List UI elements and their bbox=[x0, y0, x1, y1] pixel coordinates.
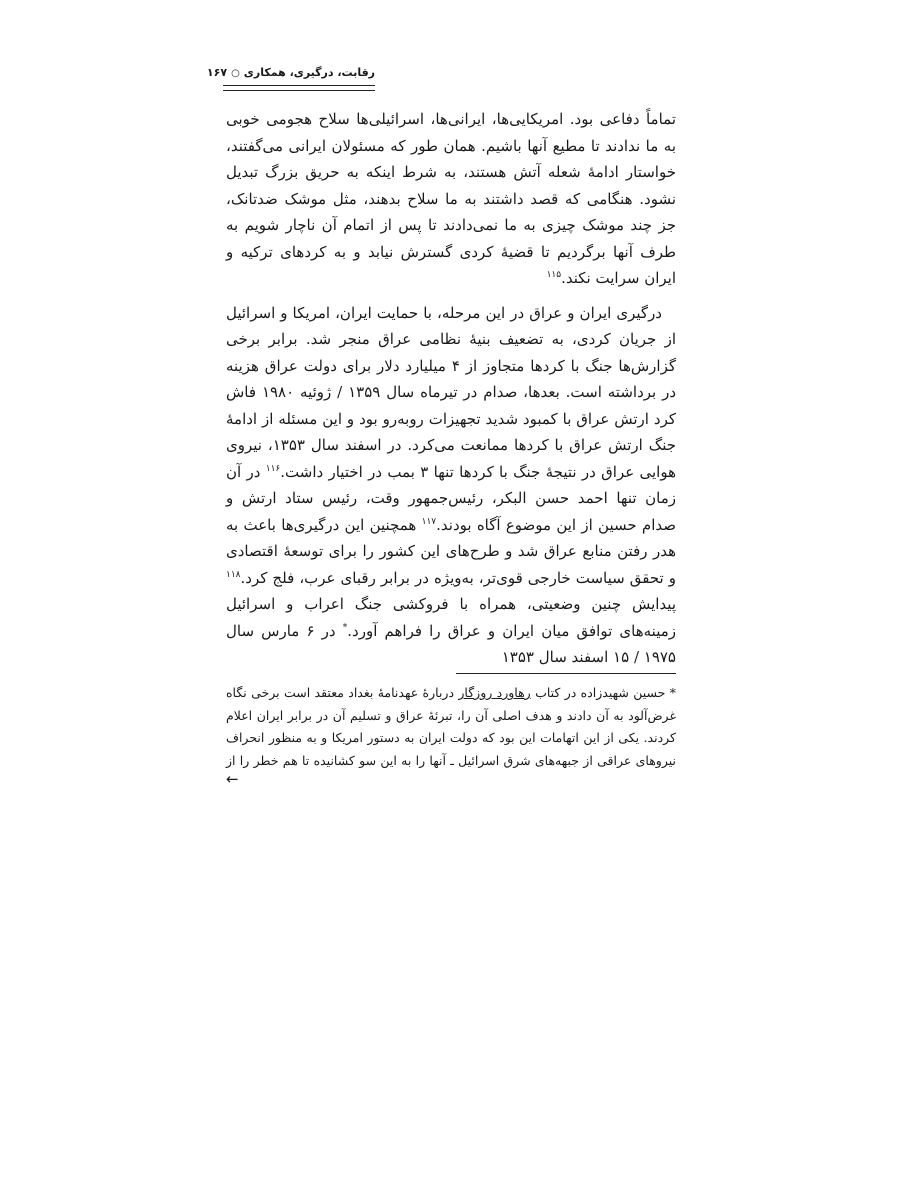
footnote-line bbox=[226, 750, 676, 773]
paragraph-text: در ۶ مارس سال ۱۹۷۵ / ۱۵ اسفند سال ۱۳۵۳ bbox=[226, 621, 676, 666]
header-double-rule bbox=[223, 85, 375, 91]
paragraph-text: همچنین این درگیری‌ها باعث به هدر رفتن منابع عراق شد و طرح‌های این کشور را برای توسعهٔ اقتصادی و تحقق سیاست خارجی قوی‌تر، به‌ویژه در برابر رقبای عرب، فلج کرد. bbox=[226, 515, 676, 587]
footnote-text: دربارهٔ عهدنامهٔ بغداد معتقد است برخی نگاه bbox=[226, 685, 459, 700]
footnote-text: * حسین شهیدزاده در کتاب bbox=[530, 685, 676, 700]
footnote-book-title: رهاورد روزگار bbox=[458, 685, 531, 700]
paragraph-text: تماماً دفاعی بود. امریکایی‌ها، ایرانی‌ها، اسرائیلی‌ها سلاح هجومی خوبی به ما ندادند تا مطیع آنها باشیم. همان طور که مسئولان ایرانی می‌گفتند، خواستار ادامهٔ شعله آتش هستند، به شرط اینکه به حریق بزرگ تبدیل نشود. هنگامی که قصد داشتند به ما سلاح بدهند، مثل موشک ضدتانک، جز چند موشک چیزی به ما نمی‌دادند تا پس از اتمام آن ناچار شویم به طرف آنها برگردیم تا قضیهٔ کردی گسترش نیابد و به کردهای ترکیه و ایران سرایت نکند. bbox=[226, 110, 676, 287]
paragraph-text: پیدایش چنین وضعیتی، همراه با فروکشی جنگ اعراب و اسرائیل زمینه‌های توافق میان ایران و عراق را فراهم آورد. bbox=[226, 595, 677, 640]
paragraph-text: درگیری ایران و عراق در این مرحله، با حمایت ایران، امریکا و اسرائیل از جریان کردی، به تضعیف بنیهٔ نظامی عراق منجر شد. برابر برخی گزارش‌ها جنگ با کردها متجاوز از ۴ میلیارد دلار برای دولت عراق هزینه در برداشته است. بعدها، صدام در تیرماه سال ۱۳۵۹ / ژوئیه ۱۹۸۰ فاش کرد ارتش عراق با کمبود شدید تجهیزات روبه‌رو بود و این مسئله از ادامهٔ جنگ ارتش عراق با کردها ممانعت می‌کرد. در اسفند سال ۱۳۵۳، نیروی هوایی عراق در نتیجهٔ جنگ با کردها تنها ۳ بمب در اختیار داشت. bbox=[226, 303, 677, 481]
paragraph-text: در آن زمان تنها احمد حسن البکر، رئیس‌جمهور وقت، رئیس ستاد ارتش و صدام حسین از این موضوع آگاه بودند. bbox=[226, 462, 676, 534]
footnote-line bbox=[226, 705, 676, 728]
paragraph bbox=[226, 300, 676, 671]
running-head bbox=[206, 64, 375, 83]
continuation-arrow-icon: ← bbox=[226, 770, 239, 788]
note-reference: ۱۱۸ bbox=[226, 569, 241, 580]
note-reference: ۱۱۷ bbox=[421, 516, 437, 527]
footnote-separator-rule bbox=[456, 673, 676, 674]
footnote-line bbox=[226, 682, 676, 705]
footnote-text: کردند. یکی از این اتهامات این بود که دولت ایران به دستور امریکا و به منظور انحراف bbox=[226, 730, 676, 745]
footnote-line bbox=[226, 727, 676, 750]
running-head-title: رقابت، درگیری، همکاری bbox=[243, 66, 375, 79]
paragraph bbox=[226, 106, 676, 292]
footnote bbox=[226, 682, 676, 772]
footnote-text: غرض‌آلود به آن دادند و هدف اصلی آن را، تبرئهٔ عراق و تسلیم آن در برابر ایران اعلام bbox=[226, 707, 676, 723]
main-text bbox=[226, 106, 676, 671]
note-reference: * bbox=[342, 622, 348, 633]
running-head-separator: ○ bbox=[231, 68, 240, 79]
page-number: ۱۶۷ bbox=[206, 66, 228, 79]
footnote-text: نیروهای عراقی از جبهه‌های شرق اسرائیل ـ آنها را به این سو کشانیده تا هم خطر را از bbox=[226, 752, 676, 768]
note-reference: ۱۱۵ bbox=[546, 270, 562, 280]
note-reference: ۱۱۶ bbox=[265, 463, 281, 474]
